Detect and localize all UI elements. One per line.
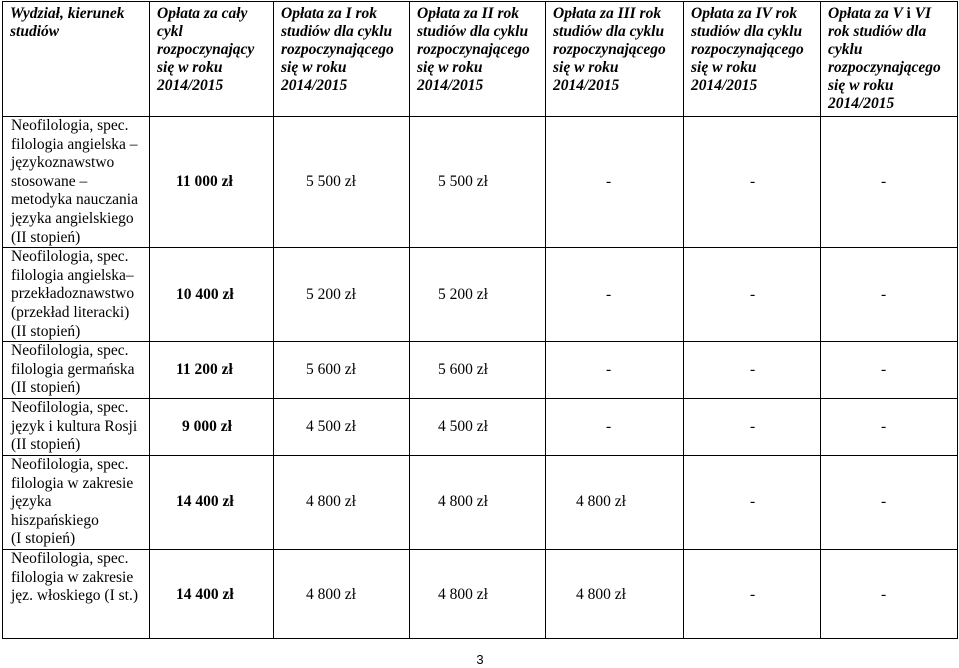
year4-fee-cell: - xyxy=(684,549,821,638)
header-year4-fee: Opłata za IV rok studiów dla cyklu rozpoczynającego się w roku 2014/2015 xyxy=(684,2,821,117)
year2-fee-cell: 5 600 zł xyxy=(410,342,546,399)
year5-6-fee-cell: - xyxy=(821,117,958,248)
program-line: Neofilologia, spec. xyxy=(11,342,129,360)
total-fee-cell: 9 000 zł xyxy=(150,399,274,456)
year2-fee-cell: 5 500 zł xyxy=(410,117,546,248)
year4-fee-cell: - xyxy=(684,117,821,248)
program-line: filologia angielska– xyxy=(11,266,134,284)
program-line: filologia germańska xyxy=(11,360,135,378)
year3-fee-cell: - xyxy=(546,399,684,456)
year1-fee-cell: 5 600 zł xyxy=(274,342,410,399)
header-year5-6-part-a: Opłata za V xyxy=(828,5,907,22)
program-line: stosowane – xyxy=(11,172,88,190)
total-fee-cell: 11 000 zł xyxy=(150,117,274,248)
program-line: językoznawstwo xyxy=(11,154,115,172)
header-year5-6-fee xyxy=(821,2,958,117)
table-row xyxy=(3,342,958,399)
program-cell xyxy=(3,342,150,399)
year3-fee-cell: - xyxy=(546,342,684,399)
program-line: języka xyxy=(11,493,52,511)
year3-fee-cell: - xyxy=(546,117,684,248)
header-full-cycle-fee: Opłata za cały cykl rozpoczynający się w roku 2014/2015 xyxy=(150,2,274,117)
header-year5-6-part-b: i xyxy=(906,5,911,22)
program-line: (II stopień) xyxy=(11,228,81,246)
year5-6-fee-cell: - xyxy=(821,248,958,342)
header-year5-6-part-c: VI rok studiów dla cyklu rozpoczynającego się w roku 2014/2015 xyxy=(828,5,941,112)
program-line: (II stopień) xyxy=(11,379,81,397)
program-line: Neofilologia, spec. xyxy=(11,455,129,473)
total-fee-cell: 11 200 zł xyxy=(150,342,274,399)
program-line: (II stopień) xyxy=(11,436,81,454)
total-fee-cell: 10 400 zł xyxy=(150,248,274,342)
year4-fee-cell: - xyxy=(684,248,821,342)
table-row xyxy=(3,117,958,248)
table-row xyxy=(3,549,958,638)
program-line: Neofilologia, spec. xyxy=(11,549,129,567)
program-line: Neofilologia, spec. xyxy=(11,248,129,266)
program-line: (II stopień) xyxy=(11,322,81,340)
year5-6-fee-cell: - xyxy=(821,455,958,549)
program-line: hiszpańskiego xyxy=(11,511,99,529)
page-number: 3 xyxy=(476,652,484,667)
program-line: (przekład literacki) xyxy=(11,303,130,321)
program-line: filologia w zakresie xyxy=(11,474,134,492)
year5-6-fee-cell: - xyxy=(821,342,958,399)
program-line: języka angielskiego xyxy=(11,209,134,227)
header-year3-fee: Opłata za III rok studiów dla cyklu rozpoczynającego się w roku 2014/2015 xyxy=(546,2,684,117)
program-line: jęz. włoskiego (I st.) xyxy=(11,587,138,605)
program-cell xyxy=(3,455,150,549)
program-line: filologia angielska – xyxy=(11,135,138,153)
table-row xyxy=(3,455,958,549)
year3-fee-cell: 4 800 zł xyxy=(546,455,684,549)
year4-fee-cell: - xyxy=(684,455,821,549)
year1-fee-cell: 4 800 zł xyxy=(274,455,410,549)
year5-6-fee-cell: - xyxy=(821,399,958,456)
year3-fee-cell: - xyxy=(546,248,684,342)
program-line: Neofilologia, spec. xyxy=(11,117,129,134)
total-fee-cell: 14 400 zł xyxy=(150,549,274,638)
program-cell xyxy=(3,399,150,456)
total-fee-cell: 14 400 zł xyxy=(150,455,274,549)
year2-fee-cell: 4 800 zł xyxy=(410,549,546,638)
program-line: język i kultura Rosji xyxy=(11,417,138,435)
header-year1-fee: Opłata za I rok studiów dla cyklu rozpoczynającego się w roku 2014/2015 xyxy=(274,2,410,117)
table-row xyxy=(3,399,958,456)
program-line: metodyka nauczania xyxy=(11,191,138,209)
header-year2-fee: Opłata za II rok studiów dla cyklu rozpoczynającego się w roku 2014/2015 xyxy=(410,2,546,117)
program-line: Neofilologia, spec. xyxy=(11,399,129,417)
header-faculty-program: Wydział, kierunek studiów xyxy=(3,2,150,117)
year4-fee-cell: - xyxy=(684,399,821,456)
program-line: filologia w zakresie xyxy=(11,568,134,586)
year3-fee-cell: 4 800 zł xyxy=(546,549,684,638)
year2-fee-cell: 4 800 zł xyxy=(410,455,546,549)
year1-fee-cell: 5 500 zł xyxy=(274,117,410,248)
year2-fee-cell: 5 200 zł xyxy=(410,248,546,342)
table-row xyxy=(3,248,958,342)
header-row xyxy=(3,2,958,117)
program-line: (I stopień) xyxy=(11,530,76,548)
year2-fee-cell: 4 500 zł xyxy=(410,399,546,456)
program-cell xyxy=(3,549,150,638)
year1-fee-cell: 4 500 zł xyxy=(274,399,410,456)
year1-fee-cell: 4 800 zł xyxy=(274,549,410,638)
program-line: przekładoznawstwo xyxy=(11,285,135,303)
program-cell xyxy=(3,117,150,248)
year1-fee-cell: 5 200 zł xyxy=(274,248,410,342)
year4-fee-cell: - xyxy=(684,342,821,399)
fees-table xyxy=(2,1,958,639)
program-cell xyxy=(3,248,150,342)
year5-6-fee-cell: - xyxy=(821,549,958,638)
